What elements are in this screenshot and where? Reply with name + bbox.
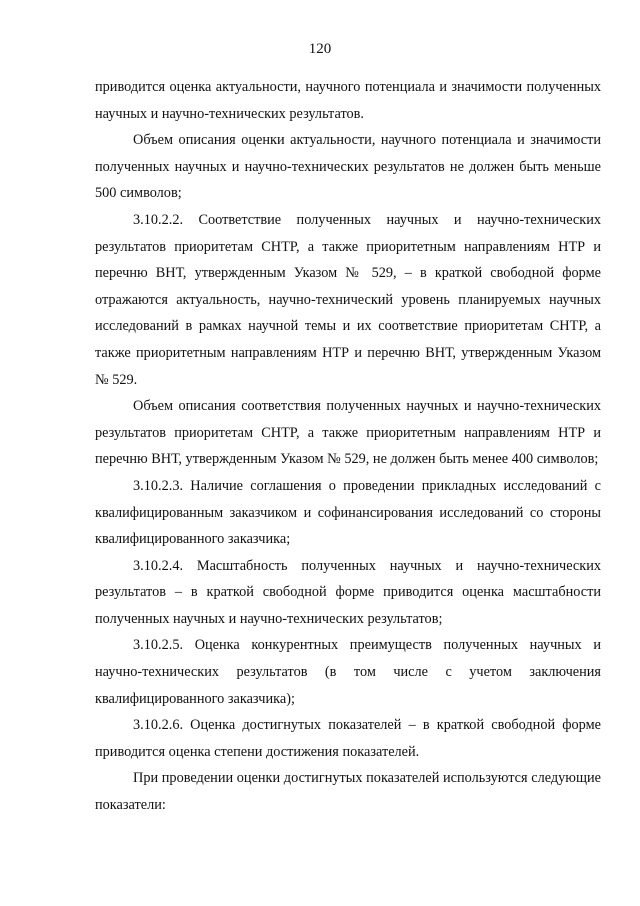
page-number: 120: [308, 41, 332, 57]
paragraph-volume-relevance: Объем описания оценки актуальности, научного потенциала и значимости полученных научных и научно-технических результатов не должен быть меньше 500 символов;: [95, 132, 601, 202]
paragraph-continuation: приводится оценка актуальности, научного потенциала и значимости полученных научных и научно-технических результатов.: [95, 79, 601, 122]
paragraph-3-10-2-4: 3.10.2.4. Масштабность полученных научных и научно-технических результатов – в краткой свободной форме приводится оценка масштабности полученных научных и научно-технических результатов;: [95, 557, 601, 627]
page-body: [95, 74, 601, 819]
paragraph-3-10-2-5: 3.10.2.5. Оценка конкурентных преимуществ полученных научных и научно-технических результатов (в том числе с учетом заключения квалифицированного заказчика);: [95, 637, 601, 707]
paragraph-volume-compliance: Объем описания соответствия полученных научных и научно-технических результатов приоритетам СНТР, а также приоритетным направлениям НТР и перечню ВНТ, утвержденным Указом № 529, не должен быть менее 400 символов;: [95, 398, 601, 468]
paragraph-3-10-2-3: 3.10.2.3. Наличие соглашения о проведении прикладных исследований с квалифицированным заказчиком и софинансирования исследований со стороны квалифицированного заказчика;: [95, 477, 601, 548]
paragraph-indicators-intro: При проведении оценки достигнутых показателей используются следующие показатели:: [95, 770, 601, 814]
paragraph-3-10-2-6: 3.10.2.6. Оценка достигнутых показателей – в краткой свободной форме приводится оценка степени достижения показателей.: [95, 717, 601, 760]
paragraph-3-10-2-2: 3.10.2.2. Соответствие полученных научных и научно-технических результатов приоритетам СНТР, а также приоритетным направлениям НТР и перечню ВНТ, утвержденным Указом № 529, – в краткой свободной форме отражаются актуальность, научно-технический уровень планируемых научных исследований в рамках научной темы и их соответствие приоритетам СНТР, а также приоритетным направлениям НТР и перечню ВНТ, утвержденным Указом № 529.: [95, 211, 601, 388]
